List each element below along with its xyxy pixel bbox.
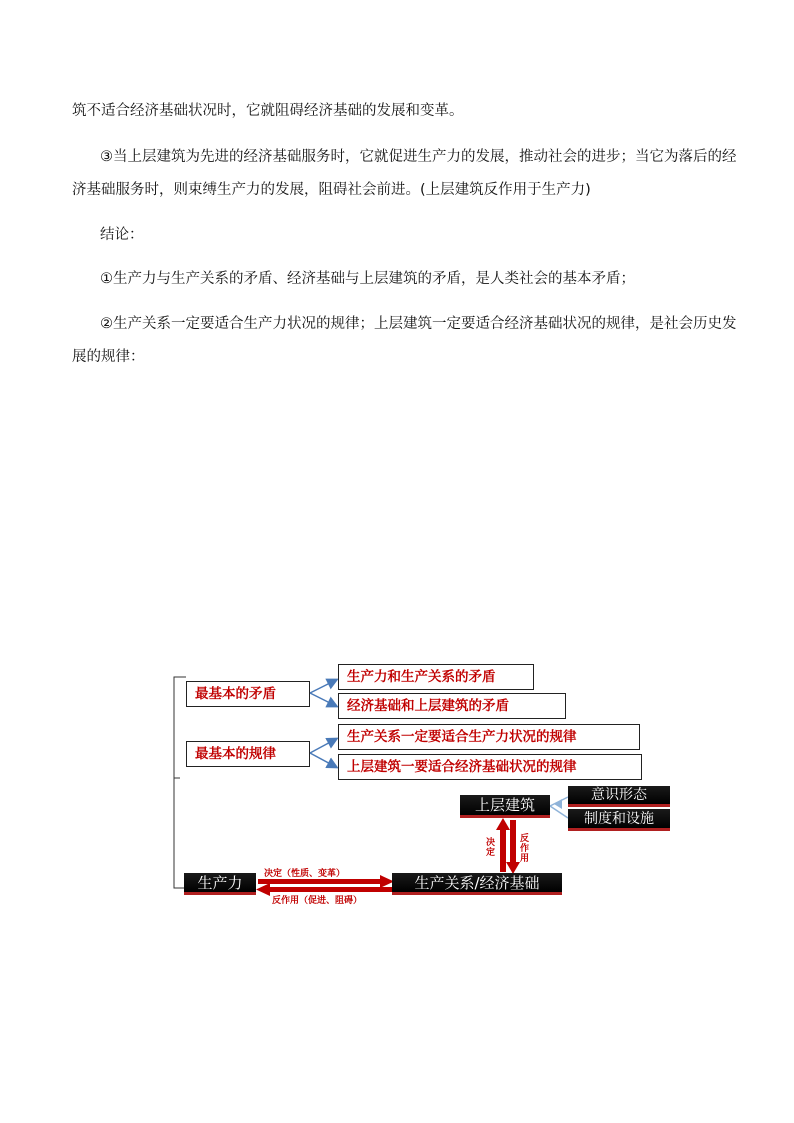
conclusion-heading: 结论：	[100, 227, 144, 243]
arrow-to-contradiction-1	[310, 680, 336, 693]
law-item-1: 生产关系一定要适合生产力状况的规律	[338, 724, 640, 750]
law-item-2: 上层建筑一要适合经济基础状况的规律	[338, 754, 642, 780]
paragraph-line-1: 筑不适合经济基础状况时，它就阻碍经济基础的发展和变革。	[72, 103, 464, 119]
basic-law-box: 最基本的规律	[186, 741, 310, 767]
paragraph-line-5: ①生产力与生产关系的矛盾、经济基础与上层建筑的矛盾，是人类社会的基本矛盾；	[100, 271, 635, 287]
productive-forces-box: 生产力	[184, 873, 256, 895]
basic-contradiction-box: 最基本的矛盾	[186, 681, 310, 707]
arrow-to-law-1	[310, 739, 336, 753]
relations-base-box: 生产关系/经济基础	[392, 873, 562, 895]
contradiction-item-2: 经济基础和上层建筑的矛盾	[338, 693, 566, 719]
contradiction-item-1: 生产力和生产关系的矛盾	[338, 664, 534, 690]
ideology-box: 意识形态	[568, 786, 670, 807]
institutions-box: 制度和设施	[568, 809, 670, 831]
arrow-to-institutions	[550, 806, 568, 818]
superstructure-box: 上层建筑	[460, 795, 550, 818]
decide-nature-label: 决定（性质、变革）	[264, 869, 346, 879]
arrow-to-contradiction-2	[310, 693, 336, 706]
vertical-arrows	[496, 818, 520, 874]
react-promote-label: 反作用（促进、阻碍）	[272, 896, 363, 906]
paragraph-line-2: ③当上层建筑为先进的经济基础服务时，它就促进生产力的发展，推动社会的进步；当它为落后的经	[100, 149, 737, 165]
paragraph-line-6: ②生产关系一定要适合生产力状况的规律；上层建筑一定要适合经济基础状况的规律，是社会历史发	[100, 316, 737, 332]
arrow-to-law-2	[310, 753, 336, 767]
paragraph-line-7: 展的规律：	[72, 349, 145, 365]
vertical-decide-label: 决定	[486, 838, 496, 858]
left-bracket	[174, 677, 186, 888]
vertical-react-label: 反作用	[520, 834, 530, 864]
paragraph-line-3: 济基础服务时，则束缚生产力的发展，阻碍社会前进。(上层建筑反作用于生产力)	[72, 182, 591, 198]
